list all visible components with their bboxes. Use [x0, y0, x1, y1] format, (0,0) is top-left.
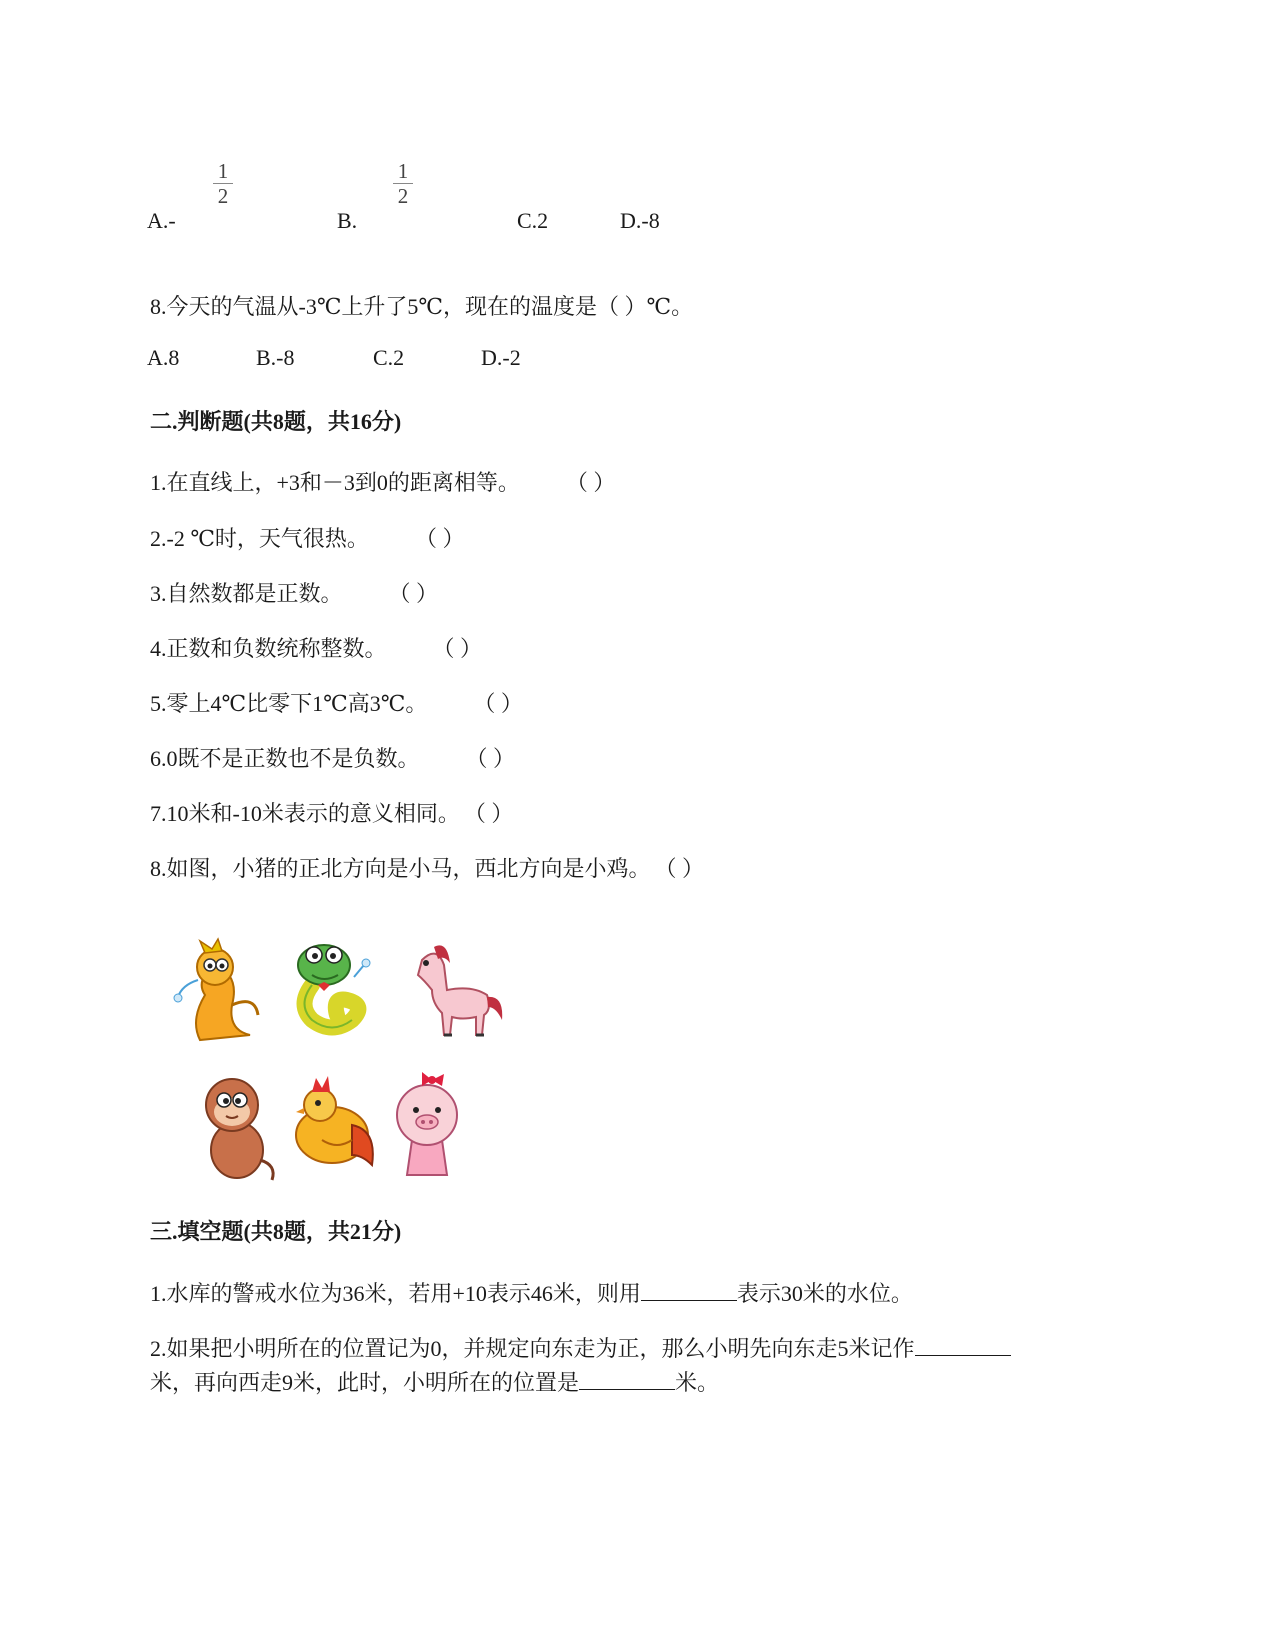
- answer-bracket[interactable]: （ ）: [463, 801, 514, 826]
- mc7-option-a: A.-: [147, 208, 176, 233]
- mc8-option-d: D.-2: [481, 345, 521, 370]
- dragon-icon: [170, 935, 270, 1050]
- rooster-icon: [282, 1070, 382, 1185]
- judge-item-7: 7.10米和-10米表示的意义相同。 （ ）: [150, 801, 514, 826]
- snake-icon: [282, 935, 382, 1050]
- section3-heading: 三.填空题(共8题，共21分): [150, 1219, 402, 1244]
- mc8-option-a: A.8: [147, 345, 180, 370]
- answer-bracket[interactable]: （ ）: [414, 526, 465, 551]
- judge-item-4: 4.正数和负数统称整数。 （ ）: [150, 636, 483, 661]
- answer-bracket[interactable]: （ ）: [473, 691, 523, 716]
- mc7-option-c: C.2: [517, 208, 549, 233]
- mc7-option-d: D.-8: [620, 208, 660, 233]
- mc7-option-b: B.: [337, 208, 358, 233]
- fill-blank[interactable]: [641, 1280, 737, 1301]
- judge-item-6: 6.0既不是正数也不是负数。 （ ）: [150, 746, 516, 771]
- fill-blank[interactable]: [915, 1335, 1011, 1356]
- fill-item-1: 1.水库的警戒水位为36米，若用+10表示46米，则用 表示30米的水位。: [150, 1281, 913, 1306]
- monkey-icon: [192, 1070, 282, 1185]
- mc8-option-b: B.-8: [256, 345, 295, 370]
- animal-figure: [170, 935, 530, 1195]
- judge-item-3: 3.自然数都是正数。 （ ）: [150, 581, 439, 606]
- answer-bracket[interactable]: （ ）: [432, 636, 483, 661]
- judge-item-5: 5.零上4℃比零下1℃高3℃。 （ ）: [150, 691, 523, 716]
- answer-bracket[interactable]: （ ）: [465, 746, 516, 771]
- fill-item-2-line2: 米，再向西走9米，此时，小明所在的位置是 米。: [150, 1370, 720, 1395]
- judge-item-8: 8.如图，小猪的正北方向是小马，西北方向是小鸡。 （ ）: [150, 856, 705, 881]
- mc8-option-c: C.2: [373, 345, 405, 370]
- pig-icon: [382, 1070, 472, 1185]
- mc8-question: 8.今天的气温从-3℃上升了5℃，现在的温度是（ ）℃。: [150, 294, 694, 319]
- answer-bracket[interactable]: （ ）: [388, 581, 439, 606]
- fill-item-2-line1: 2.如果把小明所在的位置记为0，并规定向东走为正，那么小明先向东走5米记作: [150, 1332, 1011, 1363]
- answer-bracket[interactable]: （ ）: [654, 856, 705, 881]
- judge-item-1: 1.在直线上，+3和－3到0的距离相等。 （ ）: [150, 470, 616, 495]
- section2-heading: 二.判断题(共8题，共16分): [150, 409, 402, 434]
- fill-blank[interactable]: [579, 1369, 675, 1390]
- judge-item-2: 2.-2 ℃时，天气很热。 （ ）: [150, 526, 465, 551]
- horse-icon: [392, 935, 512, 1050]
- mc7-option-b-fraction: 1 2: [393, 160, 413, 207]
- mc7-option-a-fraction: 1 2: [213, 160, 233, 207]
- answer-bracket[interactable]: （ ）: [565, 470, 616, 495]
